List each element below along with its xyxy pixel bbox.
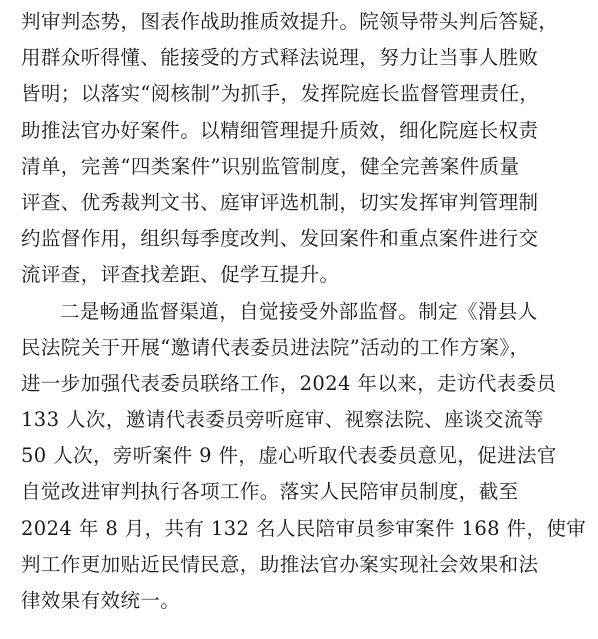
text-line: 约监督作用，组织每季度改判、发回案件和重点案件进行交 [21,227,539,251]
document-body [21,4,589,619]
text-line: 律效果有效统一。 [21,589,181,612]
text-line: 133 人次，邀请代表委员旁听庭审、视察法院、座谈交流等 [21,408,544,432]
text-line: 进一步加强代表委员联络工作，2024 年以来，走访代表委员 [21,371,557,395]
text-line: 流评查，评查找差距、促学互提升。 [21,263,340,287]
text-line: 民法院关于开展“邀请代表委员进法院”活动的工作方案》， [21,335,530,359]
text-line: 清单，完善“四类案件”识别监管制度，健全完善案件质量 [21,154,520,178]
text-line: 二是畅通监督渠道，自觉接受外部监督。制定《滑县人 [60,299,538,323]
text-line: 助推法官办好案件。以精细管理提升质效，细化院庭长权责 [21,118,539,142]
paragraph-1 [21,4,589,294]
text-line: 皆明；以落实“阅核制”为抓手，发挥院庭长监督管理责任， [21,82,540,106]
text-line: 50 人次，旁听案件 9 件，虚心听取代表委员意见，促进法官 [21,444,557,468]
text-line: 用群众听得懂、能接受的方式释法说理，努力让当事人胜败 [21,46,539,70]
paragraph-2 [21,294,589,620]
text-line: 2024 年 8 月，共有 132 名人民陪审员参审案件 168 件，使审 [21,516,587,540]
text-line: 自觉改进审判执行各项工作。落实人民陪审员制度，截至 [21,480,519,504]
text-line: 判工作更加贴近民情民意，助推法官办案实现社会效果和法 [21,552,539,576]
text-line: 评查、优秀裁判文书、庭审评选机制，切实发挥审判管理制 [21,190,539,214]
text-line: 判审判态势，图表作战助推质效提升。院领导带头判后答疑， [21,10,559,33]
